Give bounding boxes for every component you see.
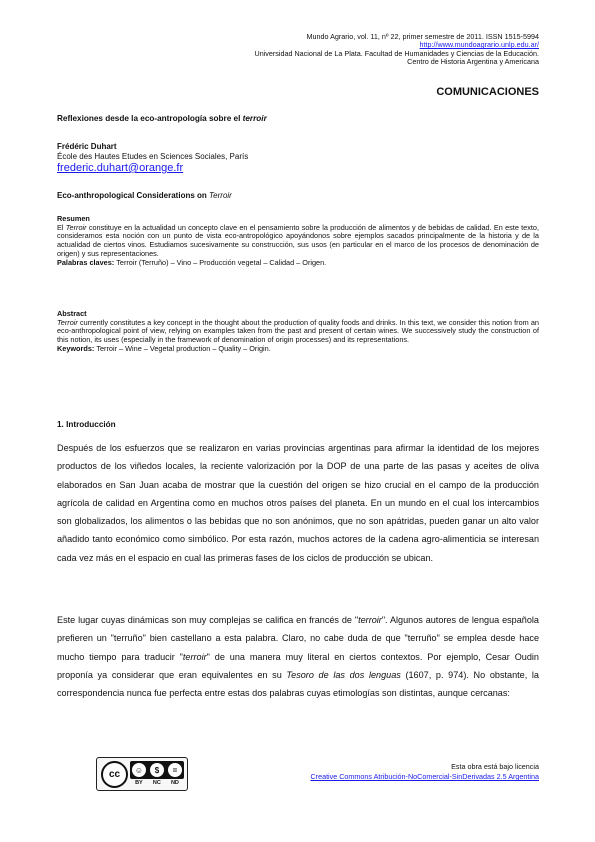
english-title-italic: Terroir [209,191,232,200]
p2-part-b: ". Algunos autores de lengua española prefieren un "terruño" bien castellano a esta palabra. Claro, no cabe duda de que "terruño" se emplea desde hace mucho tiempo para traducir " [57,615,539,662]
cc-nc-label: NC [152,780,161,786]
resumen-italic-term: Terroir [65,222,87,232]
attribution-icon: ☺ [132,763,146,777]
author-affiliation: École des Hautes Etudes en Sciences Sociales, París [57,152,249,161]
article-title [57,114,267,123]
author-block [57,142,248,175]
abstract-block [57,310,539,354]
noderivatives-icon: = [168,763,182,777]
abstract-keywords-list: Terroir – Wine – Vegetal production – Quality – Origin. [96,343,271,353]
author-name: Frédéric Duhart [57,142,117,151]
p2-part-c: " de una manera muy literal en ciertos contextos. Por ejemplo, Cesar Oudin proponía ya considerar que eran equivalentes en su [57,651,539,680]
english-title-text: Eco-anthropological Considerations on [57,191,210,200]
article-title-italic: terroir [242,114,267,123]
cc-by-label: BY [135,780,143,786]
journal-citation: Mundo Agrario, vol. 11, nº 22, primer semestre de 2011. ISSN 1515-5994 [306,32,539,41]
cc-icon-labels [130,780,184,786]
journal-header [139,33,539,67]
cc-license-badge[interactable] [96,757,188,791]
intro-heading: 1. Introducción [57,420,116,429]
resumen-keywords [57,259,539,268]
article-title-text: Reflexiones desde la eco-antropología sobre el [57,114,243,123]
p2-italic-1: terroir [358,615,382,625]
noncommercial-icon: $ [150,763,164,777]
abstract-text [57,319,539,345]
english-title [57,191,232,200]
p2-italic-2: terroir [182,651,207,662]
intro-paragraph-2 [57,611,539,702]
author-email-link[interactable]: frederic.duhart@orange.fr [57,162,184,174]
resumen-keywords-list: Terroir (Terruño) – Vino – Producción vegetal – Calidad – Origen. [116,257,327,267]
section-label: COMUNICACIONES [436,86,539,98]
creative-commons-logo-icon: cc [101,761,128,788]
abstract-keywords [57,345,539,354]
cc-nd-label: ND [170,780,179,786]
abstract-heading: Abstract [57,309,87,318]
license-link[interactable]: Creative Commons Atribución-NoComercial-SinDerivadas 2.5 Argentina [310,772,539,781]
cc-icon-strip [130,761,184,779]
resumen-text [57,224,539,259]
resumen-block [57,215,539,267]
resumen-lead: El [57,222,66,232]
journal-url-link[interactable]: http://www.mundoagrario.unlp.edu.ar/ [419,40,539,50]
license-notice [310,762,539,782]
university-line: Universidad Nacional de La Plata. Facultad de Humanidades y Ciencias de la Educación. [254,48,539,58]
p2-part-a: Este lugar cuyas dinámicas son muy complejas se califica en francés de " [57,615,359,625]
intro-paragraph-1: Después de los esfuerzos que se realizaron en varias provincias argentinas para afirmar la identidad de los mejores productos de los viñedos locales, la reciente valorización por la DOP de una parte de las pasas y aceites de oliva elaborados en San Juan acaba de mostrar que la cuestión del origen se hizo crucial en el campo de la producción agrícola de calidad en Argentina como en muchos otros países del planeta. En un mundo en el cual los intercambios son globalizados, los alimentos o las bebidas que no son anónimos, que no son apátridas, pueden ganar un alto valor añadido tanto económico como simbólico. Por esta razón, muchos actores de la cadena agro-alimenticia se interesan cada vez más en el espacio en cual las primeras fases de los ciclos de producción se ubican. [57,443,539,563]
resumen-keywords-label: Palabras claves: [57,257,117,267]
abstract-italic-term: Terroir [57,317,78,327]
resumen-body: constituye en la actualidad un concepto clave en el pensamiento sobre la producción de alimentos y de bebidas de calidad. En este texto, consideramos esta noción con un punto de vista eco-antropológico apoyándonos sobre ejemplos sacados principalmente de la historia y de la actualidad de ciertos vinos. Estudiamos sucesivamente su construcción, sus usos (en particular en el marco de los procesos de denominación de origen) y sus representaciones. [57,222,539,258]
p2-part-d: (1607, p. 974). No obstante, la correspondencia nunca fue perfecta entre estas dos palabras cuyas etimologías son distintas, aunque cercanas: [57,669,539,699]
p2-italic-3: Tesoro de las dos lenguas [286,669,401,680]
center-line: Centro de Historia Argentina y Americana [407,57,539,67]
abstract-keywords-label: Keywords: [57,343,97,353]
license-line: Esta obra está bajo licencia [451,762,539,771]
abstract-body: currently constitutes a key concept in the thought about the production of quality foods and drinks. In this text, we consider this notion from an eco-anthropological point of view, relying on examples taken from the past and present of certain wines. We successively study the construction of this notion, its uses (especially in the framework of denomination of origin processes) and its representations. [57,317,539,345]
resumen-heading: Resumen [57,214,90,223]
